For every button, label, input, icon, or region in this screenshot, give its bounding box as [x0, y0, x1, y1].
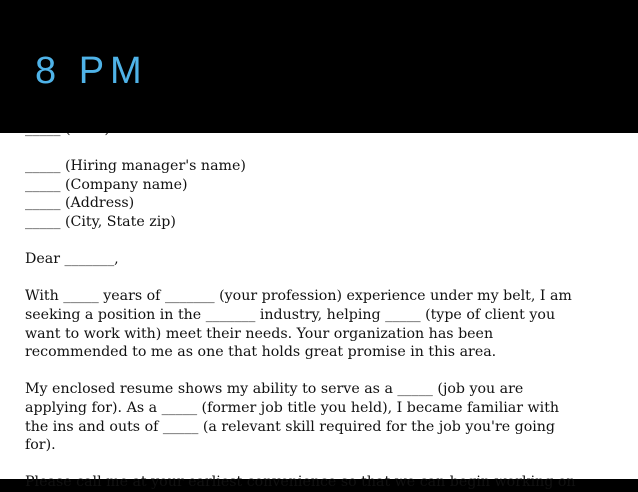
paragraph-1-line: seeking a position in the _______ industry, helping _____ (type of client you [25, 306, 556, 323]
spacer [25, 455, 625, 474]
paragraph-1-line: recommended to me as one that holds great promise in this area. [25, 344, 497, 361]
paragraph-3-line: Please call me at your earliest convenience so that we can begin working on [25, 474, 576, 491]
cover-letter-image [0, 133, 638, 491]
slide-title: 8 PM [35, 50, 148, 92]
spacer [25, 139, 625, 158]
spacer [25, 269, 625, 288]
address-line: _____ (Hiring manager's name) [25, 158, 246, 175]
salutation: Dear _______, [25, 251, 119, 268]
address-line: _____ (City, State zip) [25, 213, 176, 230]
paragraph-2-line: My enclosed resume shows my ability to serve as a _____ (job you are [25, 381, 524, 398]
paragraph-1-line: With _____ years of _______ (your profession) experience under my belt, I am [25, 288, 572, 305]
paragraph-1-line: want to work with) meet their needs. Your organization has been [25, 325, 494, 342]
paragraph-2-line: for). [25, 437, 56, 454]
address-line: _____ (Company name) [25, 176, 188, 193]
slide-header [0, 0, 638, 133]
spacer [25, 232, 625, 251]
cover-letter-text [25, 120, 625, 492]
address-line: _____ (Address) [25, 195, 135, 212]
paragraph-2-line: the ins and outs of _____ (a relevant skill required for the job you're going [25, 418, 556, 435]
paragraph-2-line: applying for). As a _____ (former job title you held), I became familiar with [25, 399, 560, 416]
spacer [25, 362, 625, 381]
